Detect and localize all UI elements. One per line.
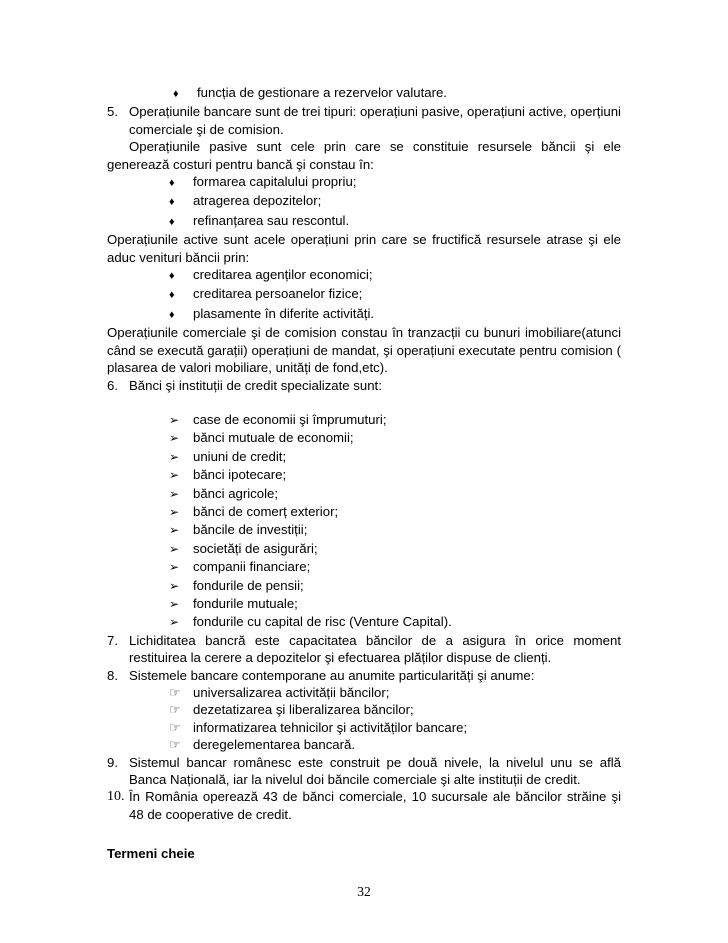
diamond-bullet-icon: ♦ (173, 88, 179, 100)
list-item: ➢ fondurile cu capital de risc (Venture Capital). (107, 613, 621, 631)
item-5 (107, 103, 621, 138)
list-item: ☞ universalizarea activității băncilor; (169, 685, 390, 700)
list-item: ➢ societăți de asigurări; (107, 540, 621, 558)
item-text: Sistemul bancar românesc este construit pe două nivele, la nivelul unu se află Banca Națională, iar la nivelul doi băncile comerciale şi alte instituții de credit. (129, 754, 621, 788)
item-number: 5. (107, 104, 118, 120)
item-9 (107, 754, 621, 789)
item-text: Operațiunile bancare sunt de trei tipuri: operațiuni pasive, operațiuni active, operțiuni comerciale şi de comision. (129, 104, 621, 137)
arrow-bullet-icon: ➢ (169, 541, 180, 556)
list-item: ➢ bănci agricole; (107, 485, 621, 503)
arrow-bullet-icon: ➢ (169, 523, 180, 538)
diamond-bullet-icon: ♦ (169, 270, 175, 283)
item-number: 8. (107, 667, 118, 683)
list-item: ♦ plasamente în diferite activități. (107, 305, 621, 324)
item-7 (107, 632, 621, 667)
particularities-list (107, 684, 621, 754)
list-item: ☞ dezetatizarea şi liberalizarea băncilor; (169, 702, 414, 718)
item-number: 10. (107, 789, 125, 805)
item-10 (107, 788, 621, 823)
list-item: ☞ deregelementarea bancară. (169, 737, 356, 753)
list-item: ♦ atragerea depozitelor; (107, 192, 621, 211)
pointing-hand-icon: ☞ (169, 737, 181, 753)
comerciale-paragraph: Operațiunile comerciale şi de comision constau în tranzacții cu bunuri imobiliare(atunci când se execută garații) operațiuni de mandat, şi operațiuni executate pentru comision ( plasarea de valori mobiliare, unități de fond,etc). (107, 325, 621, 376)
diamond-bullet-icon: ♦ (169, 215, 175, 228)
arrow-bullet-icon: ➢ (169, 431, 180, 446)
institutions-list (107, 411, 621, 632)
list-item: ♦ formarea capitalului propriu; (107, 173, 621, 192)
list-item: ♦ creditarea persoanelor fizice; (107, 285, 621, 304)
section-heading: Termeni cheie (107, 846, 195, 862)
list-item: ➢ fondurile de pensii; (107, 577, 621, 595)
item-8 (107, 667, 621, 684)
pasive-intro: Operațiunile pasive sunt cele prin care se constituie resursele băncii şi ele generează costuri pentru bancă şi constau în: (107, 139, 621, 172)
pointing-hand-icon: ☞ (169, 685, 181, 700)
arrow-bullet-icon: ➢ (169, 596, 180, 611)
arrow-bullet-icon: ➢ (169, 449, 180, 464)
item-text: Lichiditatea bancră este capacitatea băncilor de a asigura în orice moment restituirea la cerere a depozitelor şi efectuarea plăților dispuse de clienți. (129, 632, 621, 666)
arrow-bullet-icon: ➢ (169, 486, 180, 501)
item-6 (107, 377, 621, 394)
list-item: ➢ băncile de investiții; (107, 521, 621, 539)
item-number: 9. (107, 754, 118, 770)
item-number: 6. (107, 377, 118, 393)
diamond-bullet-icon: ♦ (169, 308, 175, 321)
arrow-bullet-icon: ➢ (169, 504, 180, 519)
active-list (107, 266, 621, 324)
item-text: Bănci şi instituții de credit specializate sunt: (129, 377, 382, 393)
arrow-bullet-icon: ➢ (169, 578, 180, 593)
list-item: ♦ funcția de gestionare a rezervelor valutare. (107, 84, 621, 103)
list-item: ♦ refinanțarea sau rescontul. (107, 212, 621, 231)
item-number: 7. (107, 632, 118, 648)
document-page (107, 84, 621, 863)
list-item: ➢ bănci mutuale de economii; (107, 429, 621, 447)
active-intro: Operațiunile active sunt acele operațiuni prin care se fructifică resursele atrase şi ele aduc venituri băncii prin: (107, 232, 621, 265)
arrow-bullet-icon: ➢ (169, 615, 180, 630)
page-number: 32 (357, 884, 371, 899)
list-item: ➢ uniuni de credit; (107, 448, 621, 466)
pointing-hand-icon: ☞ (169, 702, 181, 718)
item-text: În România operează 43 de bănci comerciale, 10 sucursale ale băncilor străine şi 48 de cooperative de credit. (129, 789, 621, 822)
diamond-bullet-icon: ♦ (169, 196, 175, 209)
list-item: ♦ creditarea agenților economici; (107, 266, 621, 285)
pasive-list (107, 173, 621, 231)
arrow-bullet-icon: ➢ (169, 468, 180, 483)
list-item: ➢ bănci de comerț exterior; (107, 503, 621, 521)
list-item: ➢ companii financiare; (107, 558, 621, 576)
diamond-bullet-icon: ♦ (169, 177, 175, 190)
list-item: ➢ bănci ipotecare; (107, 466, 621, 484)
list-item: ☞ informatizarea tehnicilor şi activităților bancare; (169, 719, 468, 735)
list-item: ➢ case de economii şi împrumuturi; (107, 411, 621, 429)
top-bullet-list (107, 84, 621, 103)
list-item: ➢ fondurile mutuale; (107, 595, 621, 613)
arrow-bullet-icon: ➢ (169, 412, 180, 427)
diamond-bullet-icon: ♦ (169, 289, 175, 302)
pointing-hand-icon: ☞ (169, 719, 181, 735)
item-text: Sistemele bancare contemporane au anumite particularități şi anume: (129, 667, 535, 683)
arrow-bullet-icon: ➢ (169, 560, 180, 575)
